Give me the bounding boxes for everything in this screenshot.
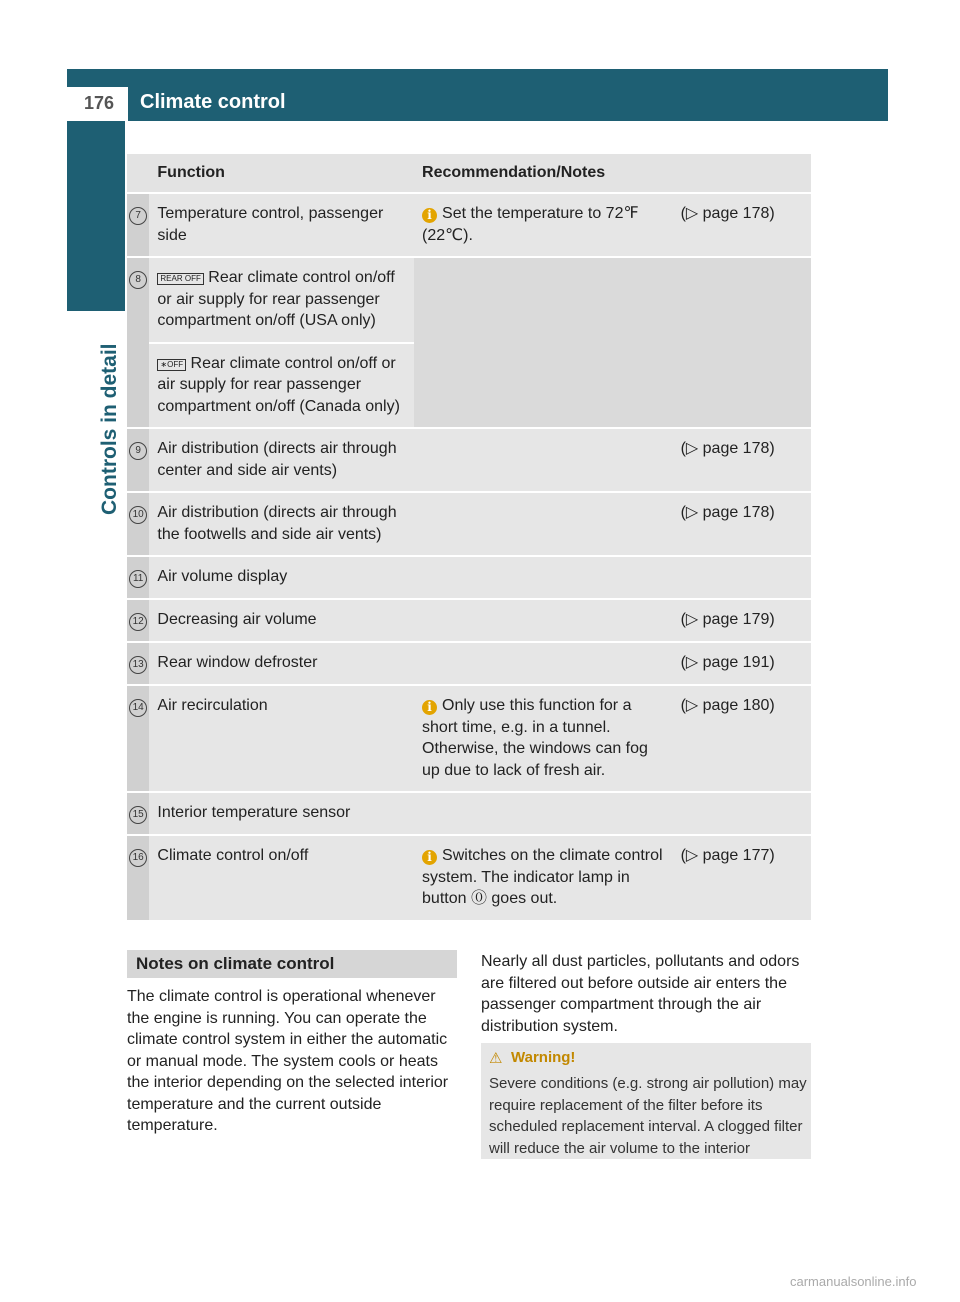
page-ref: (▷ page 180) [673, 685, 811, 792]
note-cell: Switches on the climate control system. The indicator lamp in button ⓪ goes out. [422, 847, 663, 907]
function-cell: Air distribution (directs air through the footwells and side air vents) [149, 492, 414, 556]
function-cell: Air volume display [149, 556, 414, 599]
table-header-row [127, 154, 811, 193]
page-title: Climate control [140, 91, 286, 113]
table-row [127, 599, 811, 642]
info-icon: i [422, 850, 437, 865]
page-ref: (▷ page 191) [673, 642, 811, 685]
watermark: carmanualsonline.info [790, 1274, 917, 1289]
page-ref: (▷ page 178) [673, 428, 811, 492]
page-ref: (▷ page 177) [673, 835, 811, 920]
row-number: 13 [129, 656, 147, 674]
page-ref: (▷ page 179) [673, 599, 811, 642]
side-tab-label: Controls in detail [98, 343, 121, 515]
function-cell: Rear climate control on/off or air supply for rear passenger compartment on/off (USA only) [157, 269, 395, 329]
left-paragraph: The climate control is operational whenever the engine is running. You can operate the climate control system in either the automatic or manual mode. The system cools or heats the interior depending on the selected interior temperature and the current outside temperature. [127, 988, 449, 1134]
table-row [127, 642, 811, 685]
function-cell: Climate control on/off [149, 835, 414, 920]
row-number: 11 [129, 570, 147, 588]
table-row [127, 685, 811, 792]
table-row [127, 556, 811, 599]
row-number: 8 [129, 271, 147, 289]
row-number: 16 [129, 849, 147, 867]
function-cell: Air distribution (directs air through center and side air vents) [149, 428, 414, 492]
function-cell: Air recirculation [149, 685, 414, 792]
function-cell: Temperature control, passenger side [149, 193, 414, 257]
function-cell: Rear climate control on/off or air supply for rear passenger compartment on/off (Canada only) [157, 354, 400, 415]
section-heading: Notes on climate control [127, 950, 457, 978]
warning-text: Severe conditions (e.g. strong air pollution) may require replacement of the filter before its scheduled replacement interval. A clogged filter will reduce the air volume to the interior [489, 1075, 807, 1157]
right-paragraph: Nearly all dust particles, pollutants and odors are filtered out before outside air enters the passenger compartment through the air distribution system. [481, 953, 800, 1035]
side-tab [67, 121, 125, 311]
rear-off-icon: REAR OFF [157, 273, 203, 285]
warning-icon: ⚠ [489, 1050, 503, 1067]
info-icon: i [422, 700, 437, 715]
note-cell: Only use this function for a short time, e.g. in a tunnel. Otherwise, the windows can fog up due to lack of fresh air. [422, 697, 648, 779]
table-row [127, 257, 811, 343]
page-ref: (▷ page 178) [673, 492, 811, 556]
table-row [127, 792, 811, 835]
row-number: 15 [129, 806, 147, 824]
row-number: 10 [129, 506, 147, 524]
table-row [127, 193, 811, 257]
function-cell: Rear window defroster [149, 642, 414, 685]
page-number: 176 [84, 93, 115, 113]
row-number: 12 [129, 613, 147, 631]
table-row [127, 428, 811, 492]
warning-title: Warning! [511, 1049, 576, 1066]
function-cell: Interior temperature sensor [149, 792, 414, 835]
info-icon: i [422, 208, 437, 223]
page-ref: (▷ page 178) [673, 193, 811, 257]
row-number: 9 [129, 442, 147, 460]
row-number: 14 [129, 699, 147, 717]
col-function: Function [149, 154, 414, 193]
table-row [127, 835, 811, 920]
table-row [127, 492, 811, 556]
rear-fan-off-icon: ∗OFF [157, 359, 186, 371]
function-cell: Decreasing air volume [149, 599, 414, 642]
warning-box [481, 1043, 811, 1159]
note-cell: Set the temperature to 72℉ (22℃). [422, 205, 639, 244]
row-number: 7 [129, 207, 147, 225]
function-table [127, 154, 811, 920]
col-notes: Recommendation/Notes [414, 154, 673, 193]
